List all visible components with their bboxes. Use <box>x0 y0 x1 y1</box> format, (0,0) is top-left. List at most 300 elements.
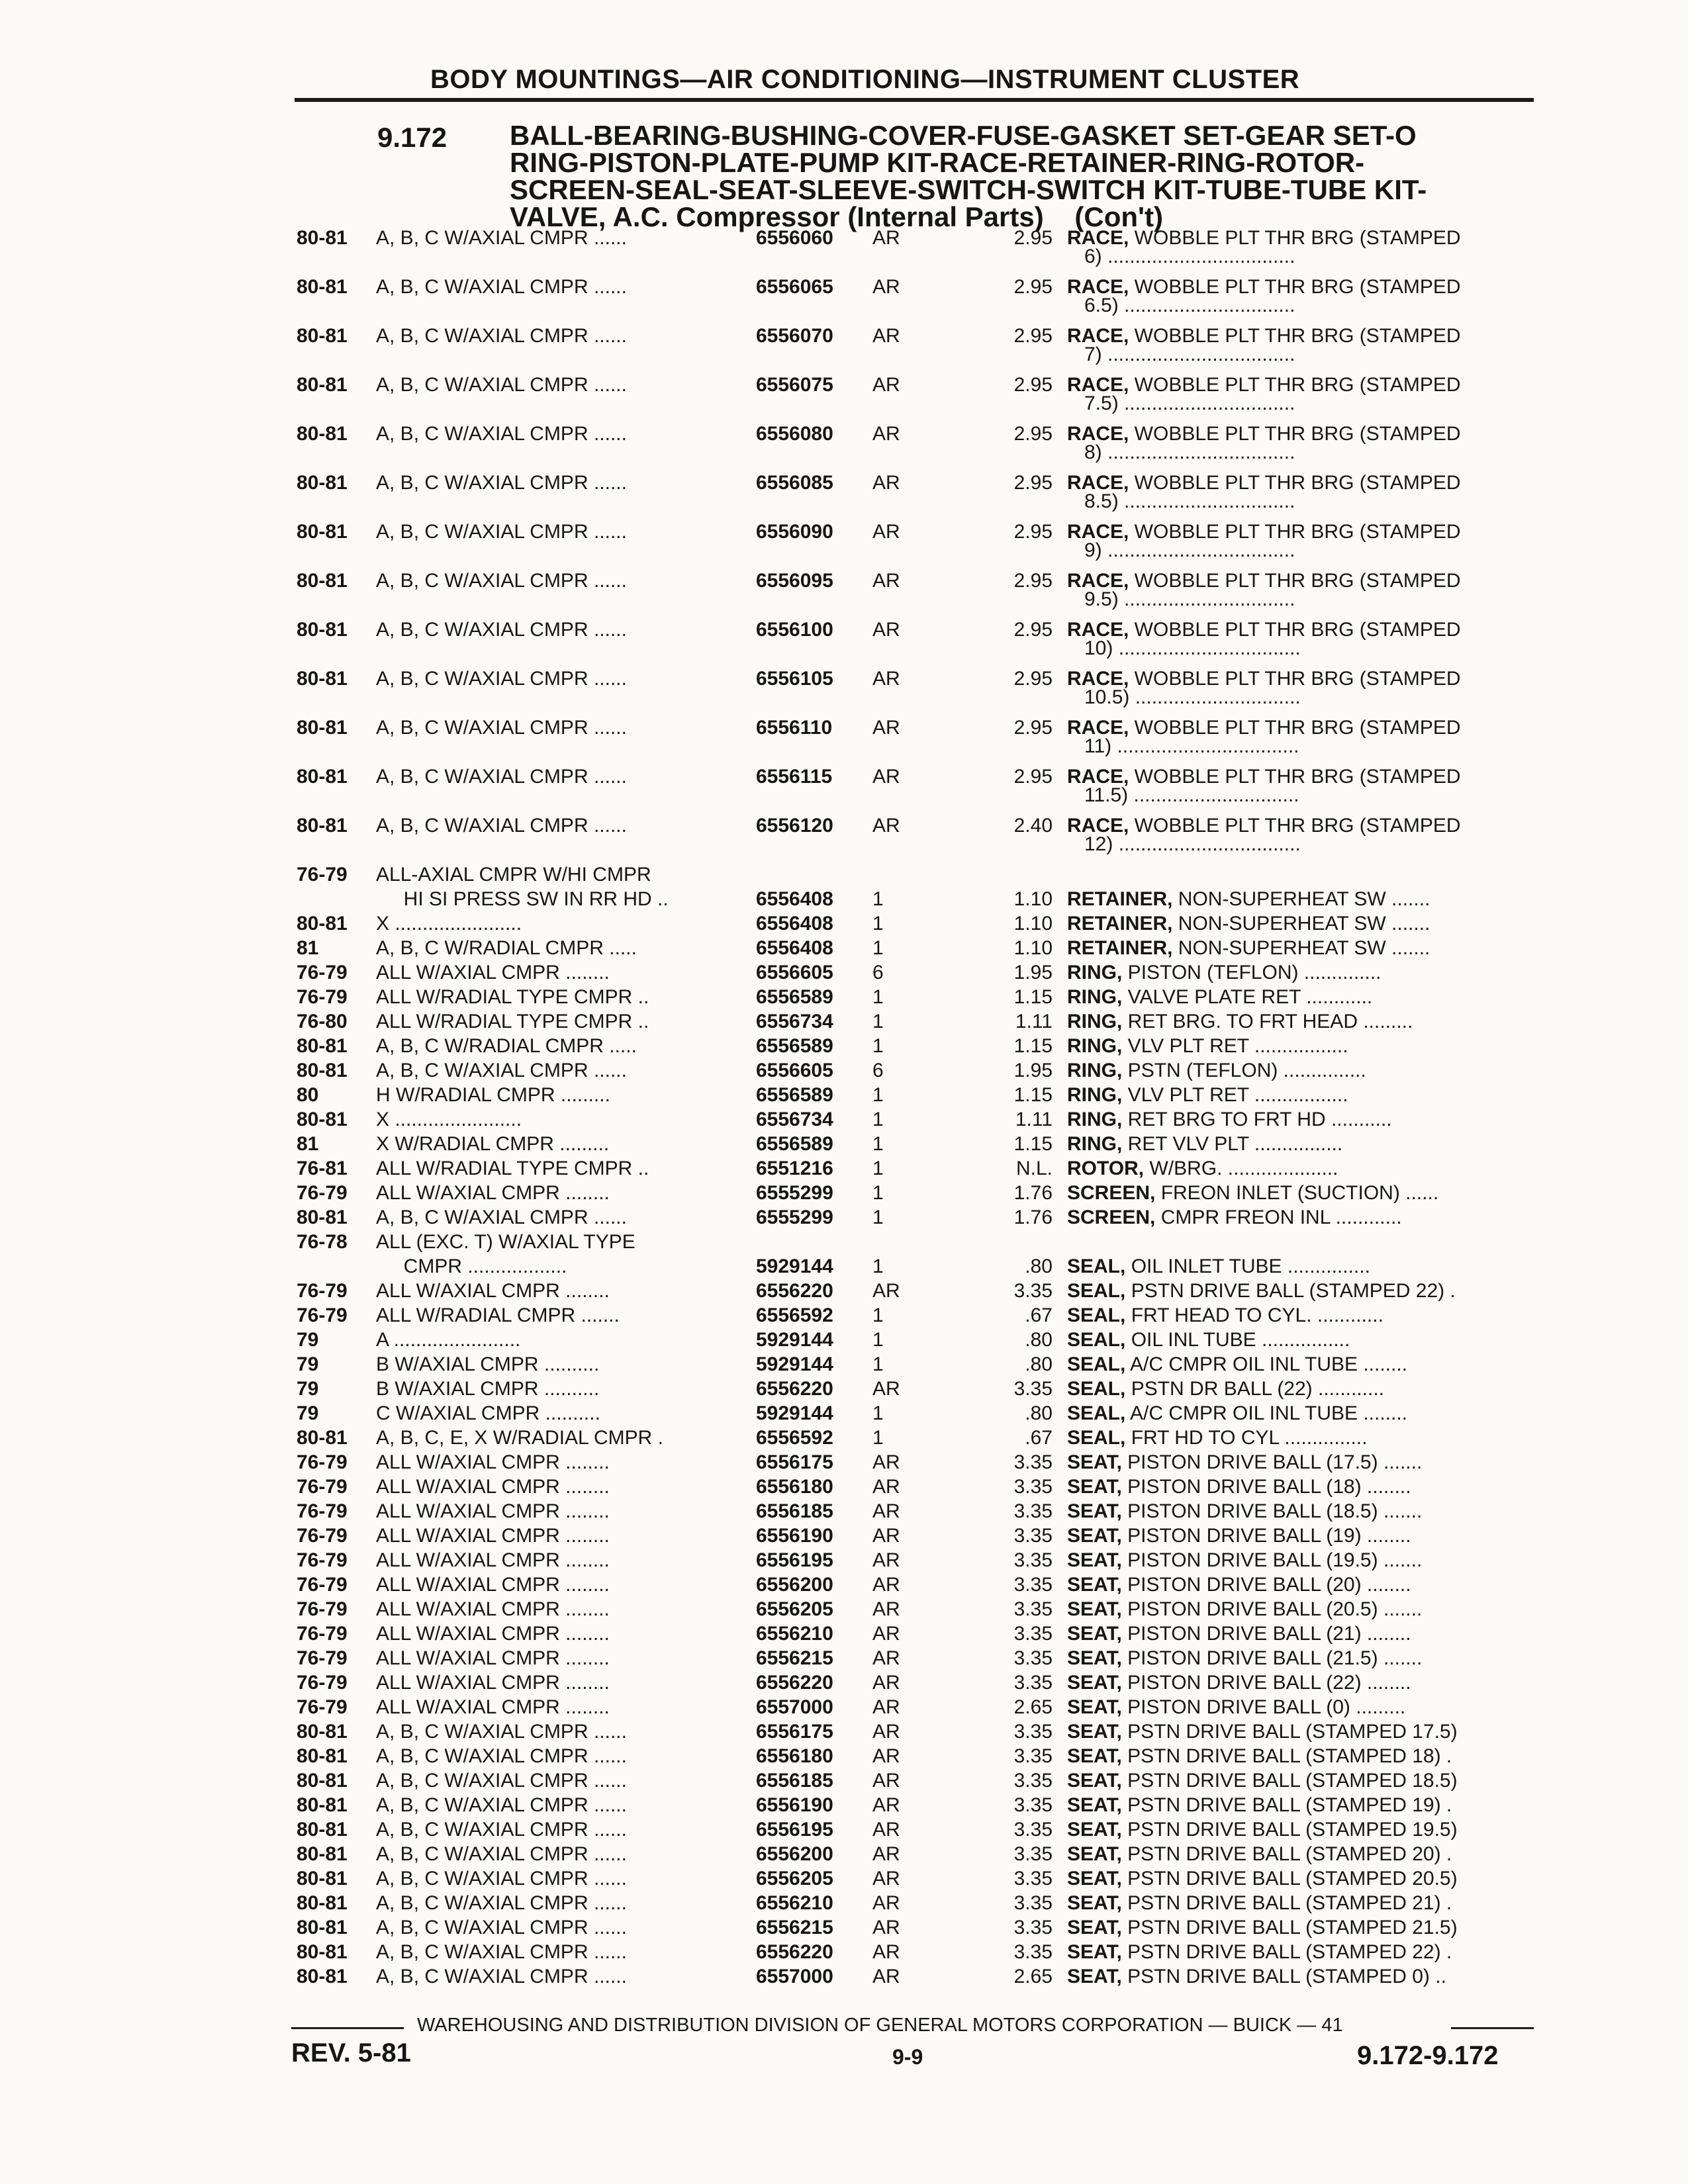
application: ALL (EXC. T) W/AXIAL TYPE <box>376 1231 635 1253</box>
model-years: 76-79 <box>297 1647 348 1669</box>
model-years: 80-81 <box>297 1060 348 1081</box>
quantity: 1 <box>872 1255 884 1277</box>
part-number: 6556220 <box>756 1672 833 1694</box>
parts-row <box>291 1941 1542 1966</box>
quantity: AR <box>872 1819 900 1841</box>
part-number: 6556100 <box>756 619 833 641</box>
description <box>1067 1035 1536 1058</box>
parts-row <box>291 1011 1542 1035</box>
description-text: CMPR FREON INL ............ <box>1155 1206 1402 1228</box>
description-text: W/BRG. .................... <box>1144 1158 1338 1179</box>
parts-row <box>291 1525 1542 1549</box>
quantity: AR <box>872 1500 900 1522</box>
price: 1.15 <box>1013 1084 1053 1106</box>
description-noun: SEAT, <box>1067 1770 1122 1792</box>
quantity: 6 <box>872 962 884 983</box>
model-years: 80-81 <box>297 374 348 396</box>
model-years: 76-79 <box>297 1182 348 1204</box>
price: 1.15 <box>1013 1035 1053 1057</box>
model-years: 80-81 <box>297 276 348 298</box>
price: .67 <box>1025 1304 1053 1326</box>
model-years: 76-79 <box>297 1696 348 1718</box>
part-number: 6556200 <box>756 1843 833 1865</box>
model-years: 76-79 <box>297 986 348 1008</box>
quantity: AR <box>872 521 900 543</box>
parts-row <box>291 1892 1542 1917</box>
parts-row <box>291 1696 1542 1721</box>
parts-row <box>291 1158 1542 1182</box>
price: 3.35 <box>1013 1843 1053 1865</box>
description-text: PISTON DRIVE BALL (17.5) ....... <box>1121 1451 1423 1473</box>
description <box>1067 1941 1536 1964</box>
description-text: RET BRG. TO FRT HEAD ......... <box>1122 1011 1413 1032</box>
part-number: 6556065 <box>756 276 833 298</box>
description-text: WOBBLE PLT THR BRG (STAMPED <box>1129 325 1461 347</box>
parts-row <box>291 1255 1542 1280</box>
section-title-line: SCREEN-SEAL-SEAT-SLEEVE-SWITCH-SWITCH KIT-TUBE-TUBE KIT- <box>510 174 1427 205</box>
parts-row <box>291 766 1542 815</box>
description-noun: SEAT, <box>1067 1525 1122 1547</box>
description <box>1067 1182 1536 1205</box>
application: A, B, C W/AXIAL CMPR ...... <box>376 1060 627 1081</box>
model-years: 76-81 <box>297 1158 348 1179</box>
application: A, B, C, E, X W/RADIAL CMPR . <box>376 1427 663 1449</box>
description <box>1067 1133 1536 1156</box>
model-years: 80-81 <box>297 1966 348 1987</box>
application: A, B, C W/AXIAL CMPR ...... <box>376 1794 627 1816</box>
description-noun: RACE, <box>1067 374 1129 396</box>
price: 3.35 <box>1013 1647 1053 1669</box>
price: 3.35 <box>1013 1623 1053 1645</box>
quantity: 1 <box>872 1353 884 1375</box>
parts-row <box>291 1427 1542 1451</box>
quantity: AR <box>872 1843 900 1865</box>
model-years: 80-81 <box>297 1427 348 1449</box>
price: 1.15 <box>1013 1133 1053 1155</box>
model-years: 80-81 <box>297 619 348 641</box>
price: 3.35 <box>1013 1451 1053 1473</box>
description <box>1067 1892 1536 1915</box>
quantity: AR <box>872 815 900 837</box>
quantity: 1 <box>872 1427 884 1449</box>
application: A ....................... <box>376 1329 521 1351</box>
parts-row <box>291 913 1542 937</box>
description-text: WOBBLE PLT THR BRG (STAMPED <box>1129 815 1461 837</box>
application: ALL W/AXIAL CMPR ........ <box>376 1598 610 1620</box>
model-years: 80-81 <box>297 325 348 347</box>
description-text: PSTN DRIVE BALL (STAMPED 21.5) <box>1121 1917 1458 1938</box>
description <box>1067 1084 1536 1107</box>
parts-row <box>291 1794 1542 1819</box>
application: A, B, C W/AXIAL CMPR ...... <box>376 1966 627 1987</box>
quantity: 1 <box>872 1035 884 1057</box>
part-number: 6556085 <box>756 472 833 494</box>
application: ALL W/AXIAL CMPR ........ <box>376 1549 610 1571</box>
description-continuation: 10) ................................. <box>1084 637 1301 659</box>
model-years: 76-79 <box>297 1672 348 1694</box>
description <box>1067 1378 1536 1400</box>
part-number: 6556180 <box>756 1745 833 1767</box>
model-years: 76-78 <box>297 1231 348 1253</box>
model-years: 76-79 <box>297 1549 348 1571</box>
part-number: 6556205 <box>756 1598 833 1620</box>
parts-row <box>291 570 1542 619</box>
price: 1.10 <box>1013 937 1053 959</box>
part-number: 6556215 <box>756 1917 833 1938</box>
part-number: 6556070 <box>756 325 833 347</box>
description-noun: SEAT, <box>1067 1721 1122 1743</box>
parts-row <box>291 1966 1542 1990</box>
price: 1.10 <box>1013 913 1053 934</box>
parts-row <box>291 815 1542 864</box>
description <box>1067 1770 1536 1792</box>
price: 2.95 <box>1013 423 1053 445</box>
application: A, B, C W/AXIAL CMPR ...... <box>376 717 627 739</box>
parts-row <box>291 1402 1542 1427</box>
description-noun: SCREEN, <box>1067 1182 1156 1204</box>
part-number: 6557000 <box>756 1966 833 1987</box>
application: A, B, C W/AXIAL CMPR ...... <box>376 374 627 396</box>
description-text: VLV PLT RET ................. <box>1122 1035 1348 1057</box>
quantity: AR <box>872 1476 900 1498</box>
quantity: AR <box>872 472 900 494</box>
description-noun: SEAT, <box>1067 1476 1122 1498</box>
model-years: 80-81 <box>297 668 348 690</box>
application: A, B, C W/AXIAL CMPR ...... <box>376 619 627 641</box>
part-number: 6556408 <box>756 888 833 910</box>
price: 3.35 <box>1013 1892 1053 1914</box>
description <box>1067 1598 1536 1621</box>
part-number: 6556215 <box>756 1647 833 1669</box>
description-continuation: 6) .................................. <box>1084 246 1295 267</box>
description <box>1067 1721 1536 1743</box>
description-noun: SCREEN, <box>1067 1206 1156 1228</box>
part-number: 6556220 <box>756 1941 833 1963</box>
quantity: 1 <box>872 1402 884 1424</box>
description-text: PSTN DRIVE BALL (STAMPED 18) . <box>1121 1745 1452 1767</box>
part-number: 6556592 <box>756 1304 833 1326</box>
description-noun: SEAL, <box>1067 1427 1126 1449</box>
price: 3.35 <box>1013 1549 1053 1571</box>
model-years: 80-81 <box>297 1892 348 1914</box>
description-text: PSTN DRIVE BALL (STAMPED 20) . <box>1121 1843 1452 1865</box>
application: ALL W/AXIAL CMPR ........ <box>376 1451 610 1473</box>
price: .80 <box>1025 1329 1053 1351</box>
part-number: 6556605 <box>756 1060 833 1081</box>
model-years: 80-81 <box>297 570 348 592</box>
part-number: 6556205 <box>756 1868 833 1889</box>
section-title-line: BALL-BEARING-BUSHING-COVER-FUSE-GASKET SET-GEAR SET-O <box>510 120 1417 151</box>
quantity: 1 <box>872 1206 884 1228</box>
application: ALL W/AXIAL CMPR ........ <box>376 1182 610 1204</box>
parts-row <box>291 619 1542 668</box>
description <box>1067 1158 1536 1180</box>
price: 3.35 <box>1013 1672 1053 1694</box>
model-years: 81 <box>297 937 319 959</box>
description <box>1067 1525 1536 1547</box>
parts-row <box>291 1868 1542 1892</box>
application: A, B, C W/AXIAL CMPR ...... <box>376 1721 627 1743</box>
part-number: 6556589 <box>756 1133 833 1155</box>
model-years: 76-79 <box>297 1451 348 1473</box>
parts-row <box>291 1745 1542 1770</box>
description-noun: SEAT, <box>1067 1966 1122 1987</box>
part-number: 6556592 <box>756 1427 833 1449</box>
quantity: 1 <box>872 1304 884 1326</box>
description-text: PISTON DRIVE BALL (0) ......... <box>1121 1696 1406 1718</box>
description-text: VLV PLT RET ................. <box>1122 1084 1348 1106</box>
part-number: 6556105 <box>756 668 833 690</box>
price: 3.35 <box>1013 1745 1053 1767</box>
description <box>1067 1255 1536 1278</box>
model-years: 76-79 <box>297 1280 348 1302</box>
parts-row <box>291 1623 1542 1647</box>
description-noun: SEAT, <box>1067 1451 1122 1473</box>
price: 3.35 <box>1013 1941 1053 1963</box>
quantity: AR <box>872 619 900 641</box>
description-continuation: 12) ................................. <box>1084 833 1301 855</box>
model-years: 76-79 <box>297 1476 348 1498</box>
application: HI SI PRESS SW IN RR HD .. <box>376 888 669 910</box>
description <box>1067 986 1536 1009</box>
description-text: A/C CMPR OIL INL TUBE ........ <box>1125 1402 1408 1424</box>
price: 3.35 <box>1013 1770 1053 1792</box>
price: .80 <box>1025 1255 1053 1277</box>
parts-row <box>291 1133 1542 1158</box>
application: A, B, C W/AXIAL CMPR ...... <box>376 1819 627 1841</box>
quantity: 1 <box>872 1182 884 1204</box>
parts-row <box>291 1084 1542 1109</box>
application: ALL W/RADIAL TYPE CMPR .. <box>376 1011 649 1032</box>
description-noun: SEAL, <box>1067 1402 1126 1424</box>
part-number: 6556220 <box>756 1378 833 1400</box>
description <box>1067 1745 1536 1768</box>
parts-row <box>291 717 1542 766</box>
description <box>1067 1280 1536 1302</box>
model-years: 76-79 <box>297 962 348 983</box>
quantity: 1 <box>872 1158 884 1179</box>
parts-row <box>291 1598 1542 1623</box>
description-text: WOBBLE PLT THR BRG (STAMPED <box>1129 276 1461 298</box>
part-number: 6556075 <box>756 374 833 396</box>
description <box>1067 1011 1536 1033</box>
model-years: 76-79 <box>297 1500 348 1522</box>
parts-row <box>291 1206 1542 1231</box>
description-noun: RETAINER, <box>1067 888 1173 910</box>
description-noun: SEAT, <box>1067 1696 1122 1718</box>
description-continuation: 11.5) .............................. <box>1084 784 1299 806</box>
price: 2.95 <box>1013 570 1053 592</box>
part-number: 6551216 <box>756 1158 833 1179</box>
application: CMPR .................. <box>376 1255 567 1277</box>
description <box>1067 937 1536 960</box>
part-number: 6556195 <box>756 1819 833 1841</box>
description-noun: RING, <box>1067 1109 1123 1130</box>
parts-row <box>291 1574 1542 1598</box>
parts-row <box>291 1353 1542 1378</box>
quantity: AR <box>872 423 900 445</box>
description-continuation: 11) ................................. <box>1084 735 1299 757</box>
quantity: AR <box>872 1280 900 1302</box>
description <box>1067 1304 1536 1327</box>
model-years: 79 <box>297 1378 319 1400</box>
parts-row <box>291 1647 1542 1672</box>
application: A, B, C W/AXIAL CMPR ...... <box>376 1892 627 1914</box>
quantity: 6 <box>872 1060 884 1081</box>
description-noun: SEAT, <box>1067 1574 1122 1596</box>
parts-row <box>291 472 1542 521</box>
parts-row <box>291 1721 1542 1745</box>
model-years: 80-81 <box>297 913 348 934</box>
description-continuation: 8.5) ............................... <box>1084 490 1295 512</box>
description-text: A/C CMPR OIL INL TUBE ........ <box>1125 1353 1408 1375</box>
application: B W/AXIAL CMPR .......... <box>376 1353 600 1375</box>
quantity: AR <box>872 1574 900 1596</box>
quantity: AR <box>872 668 900 690</box>
quantity: AR <box>872 1745 900 1767</box>
footer-publisher-text: WAREHOUSING AND DISTRIBUTION DIVISION OF GENERAL MOTORS CORPORATION — BUICK — 41 <box>417 2015 1343 2036</box>
description <box>1067 1966 1536 1988</box>
quantity: AR <box>872 1525 900 1547</box>
description-text: FREON INLET (SUCTION) ...... <box>1155 1182 1439 1204</box>
description-text: PSTN DRIVE BALL (STAMPED 17.5) <box>1121 1721 1458 1743</box>
part-number: 6556180 <box>756 1476 833 1498</box>
description-text: RET VLV PLT ................ <box>1122 1133 1343 1155</box>
quantity: AR <box>872 1549 900 1571</box>
quantity: AR <box>872 766 900 788</box>
application: A, B, C W/AXIAL CMPR ...... <box>376 1206 627 1228</box>
parts-row <box>291 423 1542 472</box>
description-noun: SEAT, <box>1067 1941 1122 1963</box>
part-number: 6556185 <box>756 1500 833 1522</box>
application: A, B, C W/AXIAL CMPR ...... <box>376 521 627 543</box>
quantity: AR <box>872 1794 900 1816</box>
quantity: AR <box>872 1696 900 1718</box>
description-text: PISTON (TEFLON) .............. <box>1122 962 1382 983</box>
price: 2.95 <box>1013 325 1053 347</box>
page-number: 9-9 <box>892 2045 923 2069</box>
application: ALL W/AXIAL CMPR ........ <box>376 1647 610 1669</box>
description-noun: SEAL, <box>1067 1329 1126 1351</box>
section-title-line: RING-PISTON-PLATE-PUMP KIT-RACE-RETAINER-RING-ROTOR- <box>510 147 1365 178</box>
description-noun: RING, <box>1067 1035 1123 1057</box>
price: 2.65 <box>1013 1966 1053 1987</box>
part-number: 6556195 <box>756 1549 833 1571</box>
description-text: WOBBLE PLT THR BRG (STAMPED <box>1129 227 1461 249</box>
model-years: 80-81 <box>297 1035 348 1057</box>
part-number: 6556175 <box>756 1721 833 1743</box>
part-number: 6556185 <box>756 1770 833 1792</box>
price: 1.95 <box>1013 962 1053 983</box>
description-noun: RING, <box>1067 1133 1123 1155</box>
price: .80 <box>1025 1353 1053 1375</box>
parts-row <box>291 668 1542 717</box>
price: 2.95 <box>1013 374 1053 396</box>
description-noun: RING, <box>1067 986 1123 1008</box>
application: A, B, C W/AXIAL CMPR ...... <box>376 668 627 690</box>
group-range: 9.172-9.172 <box>1357 2041 1499 2070</box>
model-years: 80-81 <box>297 423 348 445</box>
model-years: 81 <box>297 1133 319 1155</box>
model-years: 80-81 <box>297 1206 348 1228</box>
model-years: 80 <box>297 1084 319 1106</box>
quantity: 1 <box>872 913 884 934</box>
part-number: 6556190 <box>756 1794 833 1816</box>
description-noun: SEAT, <box>1067 1892 1122 1914</box>
description <box>1067 1500 1536 1523</box>
quantity: AR <box>872 227 900 249</box>
description-noun: SEAT, <box>1067 1500 1122 1522</box>
description-text: WOBBLE PLT THR BRG (STAMPED <box>1129 619 1461 641</box>
quantity: 1 <box>872 1133 884 1155</box>
application: ALL W/AXIAL CMPR ........ <box>376 1574 610 1596</box>
description-text: NON-SUPERHEAT SW ....... <box>1172 937 1430 959</box>
application: ALL W/AXIAL CMPR ........ <box>376 962 610 983</box>
description-noun: SEAL, <box>1067 1280 1126 1302</box>
part-number: 6556200 <box>756 1574 833 1596</box>
price: 3.35 <box>1013 1868 1053 1889</box>
description <box>1067 962 1536 984</box>
description-noun: RING, <box>1067 1084 1123 1106</box>
description-text: PISTON DRIVE BALL (20.5) ....... <box>1121 1598 1423 1620</box>
price: N.L. <box>1015 1158 1053 1179</box>
application: ALL W/AXIAL CMPR ........ <box>376 1672 610 1694</box>
description <box>1067 1843 1536 1866</box>
description <box>1067 1794 1536 1817</box>
quantity: AR <box>872 1672 900 1694</box>
application: A, B, C W/AXIAL CMPR ...... <box>376 1770 627 1792</box>
parts-row <box>291 1329 1542 1353</box>
quantity: AR <box>872 1623 900 1645</box>
description-text: PISTON DRIVE BALL (19.5) ....... <box>1121 1549 1423 1571</box>
application: A, B, C W/AXIAL CMPR ...... <box>376 1868 627 1889</box>
application: ALL-AXIAL CMPR W/HI CMPR <box>376 864 651 886</box>
price: 2.95 <box>1013 276 1053 298</box>
application: A, B, C W/RADIAL CMPR ..... <box>376 1035 637 1057</box>
price: 3.35 <box>1013 1280 1053 1302</box>
parts-list <box>291 227 1542 1990</box>
part-number: 6556210 <box>756 1892 833 1914</box>
parts-row <box>291 1451 1542 1476</box>
model-years: 76-79 <box>297 1598 348 1620</box>
section-title-line: VALVE, A.C. Compressor (Internal Parts) (Con't) <box>510 201 1163 232</box>
footer-rule-right <box>1451 2027 1534 2029</box>
quantity: AR <box>872 1868 900 1889</box>
model-years: 76-79 <box>297 1574 348 1596</box>
description-text: WOBBLE PLT THR BRG (STAMPED <box>1129 766 1461 788</box>
application: X W/RADIAL CMPR ......... <box>376 1133 610 1155</box>
description-noun: SEAL, <box>1067 1353 1126 1375</box>
parts-row <box>291 1917 1542 1941</box>
description-text: NON-SUPERHEAT SW ....... <box>1172 888 1430 910</box>
quantity: 1 <box>872 986 884 1008</box>
quantity: AR <box>872 374 900 396</box>
part-number: 6556095 <box>756 570 833 592</box>
application: ALL W/AXIAL CMPR ........ <box>376 1623 610 1645</box>
model-years: 80-81 <box>297 1745 348 1767</box>
description <box>1067 1819 1536 1841</box>
description-text: PSTN DRIVE BALL (STAMPED 19) . <box>1121 1794 1452 1816</box>
description-text: PISTON DRIVE BALL (19) ........ <box>1121 1525 1411 1547</box>
quantity: AR <box>872 276 900 298</box>
description-continuation: 7.5) ............................... <box>1084 392 1295 414</box>
description <box>1067 1206 1536 1229</box>
description-text: WOBBLE PLT THR BRG (STAMPED <box>1129 374 1461 396</box>
section-number: 9.172 <box>377 122 447 153</box>
model-years: 80-81 <box>297 1917 348 1938</box>
description-text: WOBBLE PLT THR BRG (STAMPED <box>1129 423 1461 445</box>
description <box>1067 1623 1536 1645</box>
